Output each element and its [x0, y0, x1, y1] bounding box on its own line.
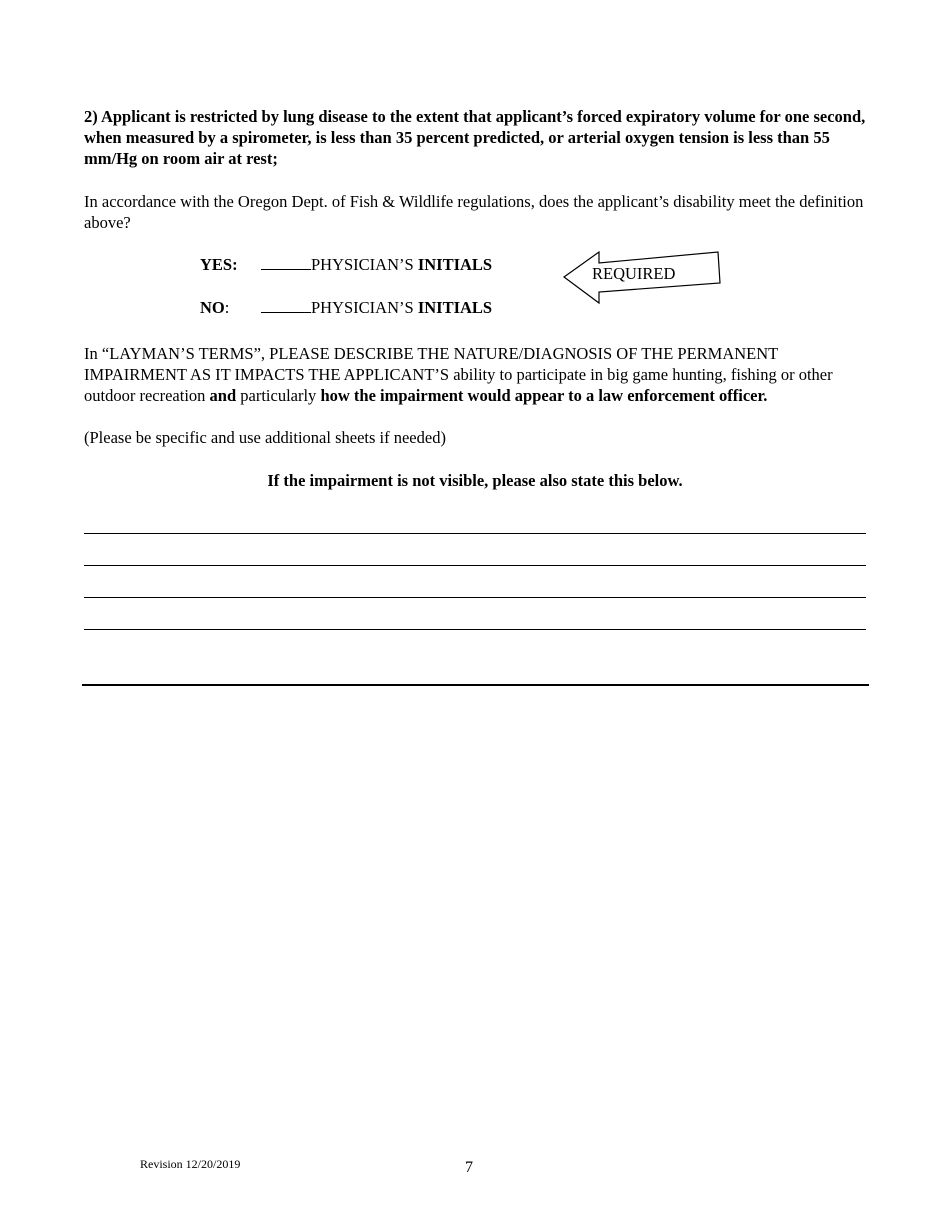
- no-initials-prefix: PHYSICIAN’S: [311, 298, 418, 317]
- description-part2: particularly: [236, 386, 321, 405]
- no-initials-label: INITIALS: [417, 298, 493, 317]
- not-visible-note: If the impairment is not visible, please also state this below.: [267, 471, 683, 490]
- required-label: REQUIRED: [592, 264, 676, 283]
- no-answer-row: [200, 297, 492, 319]
- no-label-colon: :: [224, 298, 230, 317]
- yes-label: YES:: [200, 255, 238, 274]
- impairment-description-instructions: [84, 343, 874, 406]
- description-appear: how the impairment would appear to a law enforcement officer.: [320, 386, 768, 405]
- revision-date: Revision 12/20/2019: [140, 1157, 241, 1171]
- lung-disease-criterion: 2) Applicant is restricted by lung disease to the extent that applicant’s forced expiratory volume for one second, when measured by a spirometer, is less than 35 percent predicted, or arterial oxygen tension is less than 55 mm/Hg on room air at rest;: [84, 107, 866, 168]
- description-line-3[interactable]: [84, 597, 866, 598]
- yes-initials-prefix: PHYSICIAN’S: [311, 255, 418, 274]
- description-part1: In “LAYMAN’S TERMS”, PLEASE DESCRIBE THE NATURE/DIAGNOSIS OF THE PERMANENT IMPAIRMENT AS IT IMPACTS THE APPLICANT’S ability to participate in big game hunting, fishing or other outdoor recreation: [84, 344, 833, 405]
- definition-question: In accordance with the Oregon Dept. of Fish & Wildlife regulations, does the applicant’s disability meet the definition above?: [84, 192, 864, 232]
- section-divider: [82, 684, 869, 686]
- page-number: 7: [465, 1159, 473, 1176]
- description-line-2[interactable]: [84, 565, 866, 566]
- description-line-1[interactable]: [84, 533, 866, 534]
- description-line-4[interactable]: [84, 629, 866, 630]
- no-initials-field[interactable]: [261, 297, 311, 313]
- description-and: and: [209, 386, 237, 405]
- specific-note: (Please be specific and use additional sheets if needed): [84, 428, 446, 447]
- no-label: NO: [200, 298, 225, 317]
- yes-answer-row: [200, 254, 492, 276]
- yes-initials-label: INITIALS: [417, 255, 493, 274]
- yes-initials-field[interactable]: [261, 254, 311, 270]
